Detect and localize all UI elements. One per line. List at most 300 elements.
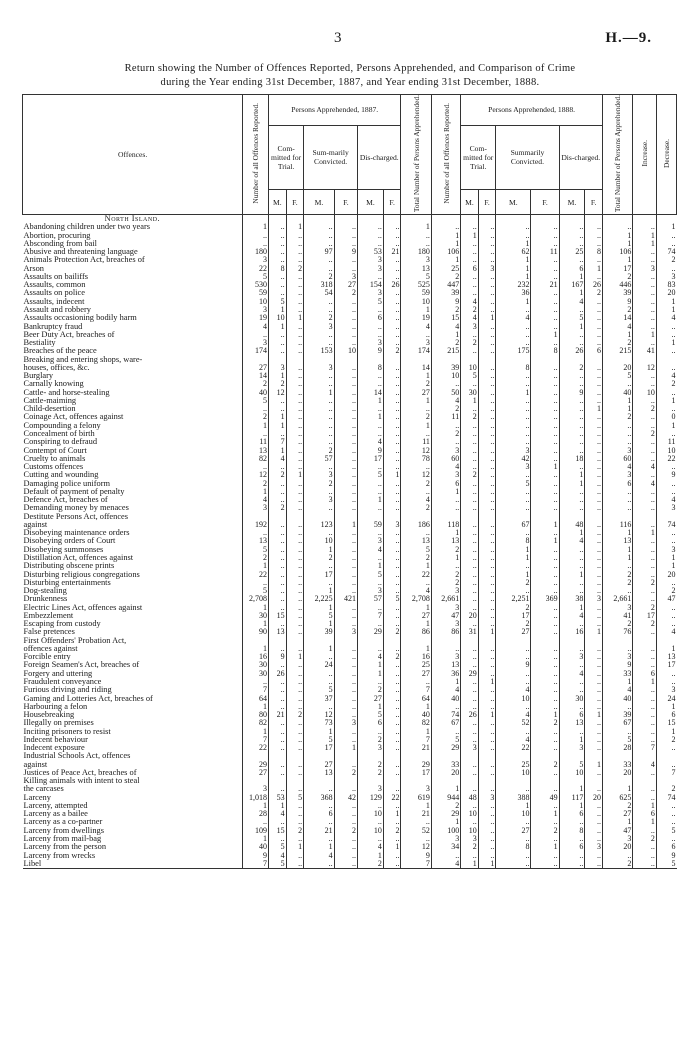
count-cell: 10 <box>358 810 384 818</box>
count-cell: 3 <box>401 256 431 264</box>
count-cell: .. <box>269 430 287 438</box>
count-cell: .. <box>269 397 287 405</box>
count-cell: 421 <box>334 595 357 603</box>
count-cell: 3 <box>269 364 287 372</box>
count-cell: .. <box>496 562 531 570</box>
count-cell: .. <box>304 265 334 273</box>
count-cell: 5 <box>559 314 585 322</box>
count-cell <box>633 513 656 521</box>
count-cell: .. <box>531 728 559 736</box>
count-cell: .. <box>478 728 496 736</box>
count-cell: .. <box>334 761 357 769</box>
count-cell: .. <box>383 323 401 331</box>
count-cell: .. <box>559 645 585 653</box>
table-row <box>23 645 677 653</box>
count-cell: .. <box>656 389 676 397</box>
count-cell: .. <box>496 306 531 314</box>
count-cell: 3 <box>304 496 334 504</box>
count-cell: .. <box>286 323 304 331</box>
count-cell: 9 <box>559 389 585 397</box>
count-cell: .. <box>334 810 357 818</box>
count-cell: .. <box>496 835 531 843</box>
count-cell: .. <box>496 471 531 479</box>
count-cell: 3 <box>401 339 431 347</box>
count-cell: 13 <box>656 653 676 661</box>
count-cell: 2 <box>383 827 401 835</box>
count-cell: .. <box>602 852 632 860</box>
count-cell: 34 <box>431 843 460 851</box>
count-cell: .. <box>531 397 559 405</box>
count-cell: 1 <box>478 678 496 686</box>
count-cell: .. <box>358 223 384 231</box>
count-cell: .. <box>431 504 460 512</box>
count-cell: .. <box>461 488 479 496</box>
count-cell: .. <box>334 397 357 405</box>
count-cell: .. <box>478 521 496 529</box>
count-cell: 2 <box>431 546 460 554</box>
count-cell: .. <box>269 587 287 595</box>
count-cell: .. <box>461 422 479 430</box>
count-cell: .. <box>358 504 384 512</box>
count-cell: .. <box>496 703 531 711</box>
count-cell: .. <box>358 529 384 537</box>
count-cell: 22 <box>243 571 269 579</box>
count-cell: 4 <box>633 463 656 471</box>
count-cell: .. <box>585 389 603 397</box>
count-cell: .. <box>269 719 287 727</box>
count-cell: 25 <box>496 761 531 769</box>
count-cell: .. <box>585 653 603 661</box>
count-cell: 13 <box>243 447 269 455</box>
count-cell: 20 <box>431 769 460 777</box>
count-cell: .. <box>334 265 357 273</box>
count-cell: 4 <box>602 686 632 694</box>
count-cell: .. <box>461 571 479 579</box>
count-cell: 9 <box>243 852 269 860</box>
count-cell: 106 <box>431 248 460 256</box>
count-cell: .. <box>334 852 357 860</box>
offence-name: Indecent behaviour <box>23 735 88 744</box>
count-cell: .. <box>478 504 496 512</box>
count-cell: 6 <box>559 843 585 851</box>
count-cell: 2 <box>431 430 460 438</box>
count-cell: .. <box>461 256 479 264</box>
count-cell: .. <box>585 554 603 562</box>
count-cell: 1 <box>633 232 656 240</box>
count-cell: .. <box>269 579 287 587</box>
count-cell: 4 <box>358 653 384 661</box>
count-cell: .. <box>334 661 357 669</box>
count-cell: 1 <box>304 728 334 736</box>
count-cell: 1 <box>559 480 585 488</box>
count-cell: .. <box>633 728 656 736</box>
count-cell: .. <box>269 703 287 711</box>
count-cell: 3 <box>496 447 531 455</box>
count-cell: 20 <box>602 364 632 372</box>
count-cell: .. <box>531 670 559 678</box>
count-cell: .. <box>478 289 496 297</box>
count-cell: 388 <box>496 794 531 802</box>
count-cell: 3 <box>243 785 269 793</box>
count-cell: .. <box>478 496 496 504</box>
count-cell: .. <box>286 447 304 455</box>
count-cell: .. <box>461 686 479 694</box>
count-cell: 174 <box>401 347 431 355</box>
count-cell <box>585 777 603 785</box>
count-cell: 2 <box>602 860 632 869</box>
count-cell: .. <box>531 372 559 380</box>
count-cell: 39 <box>431 364 460 372</box>
count-cell: .. <box>496 785 531 793</box>
table-row <box>23 380 677 388</box>
count-cell: 1 <box>585 405 603 413</box>
count-cell: .. <box>334 323 357 331</box>
count-cell: 40 <box>243 843 269 851</box>
count-cell: 2 <box>269 380 287 388</box>
count-cell: .. <box>633 554 656 562</box>
count-cell: .. <box>304 562 334 570</box>
count-cell: 2 <box>656 587 676 595</box>
count-cell: 1 <box>431 232 460 240</box>
count-cell: 4 <box>269 852 287 860</box>
count-cell: .. <box>334 256 357 264</box>
count-cell: .. <box>461 728 479 736</box>
count-cell: .. <box>602 496 632 504</box>
count-cell: 9 <box>401 852 431 860</box>
count-cell: 1 <box>304 604 334 612</box>
count-cell: .. <box>269 223 287 231</box>
count-cell: 2 <box>358 686 384 694</box>
count-cell: .. <box>496 339 531 347</box>
count-cell: 2 <box>496 620 531 628</box>
count-cell: .. <box>358 323 384 331</box>
count-cell: 6 <box>633 670 656 678</box>
count-cell: 1 <box>633 240 656 248</box>
count-cell: .. <box>585 835 603 843</box>
count-cell: .. <box>478 240 496 248</box>
count-cell: 1 <box>431 818 460 826</box>
count-cell: .. <box>383 331 401 339</box>
count-cell: 12 <box>401 447 431 455</box>
count-cell: .. <box>358 380 384 388</box>
count-cell: .. <box>383 380 401 388</box>
offence-name: Compounding a felony <box>23 421 101 430</box>
count-cell: .. <box>431 645 460 653</box>
count-cell: .. <box>269 554 287 562</box>
offence-name: Abortion, procuring <box>23 231 91 240</box>
count-cell: .. <box>461 521 479 529</box>
table-row <box>23 513 677 521</box>
count-cell: 1 <box>269 306 287 314</box>
count-cell <box>383 513 401 521</box>
count-cell: .. <box>602 504 632 512</box>
count-cell: 10 <box>496 810 531 818</box>
count-cell: 10 <box>269 314 287 322</box>
count-cell: 5 <box>401 546 431 554</box>
count-cell: .. <box>531 422 559 430</box>
count-cell: .. <box>585 331 603 339</box>
count-cell: .. <box>633 488 656 496</box>
count-cell: .. <box>334 413 357 421</box>
count-cell: 4 <box>269 810 287 818</box>
count-cell: 1 <box>304 843 334 851</box>
count-cell <box>269 752 287 760</box>
count-cell: 2,661 <box>602 595 632 603</box>
count-cell: .. <box>461 802 479 810</box>
count-cell <box>531 637 559 645</box>
section-title: North Island. <box>104 214 161 224</box>
table-row <box>23 463 677 471</box>
count-cell: .. <box>304 422 334 430</box>
count-cell: 9 <box>334 248 357 256</box>
count-cell: 1 <box>531 711 559 719</box>
table-row <box>23 653 677 661</box>
count-cell: 1 <box>334 521 357 529</box>
count-cell: 30 <box>461 389 479 397</box>
count-cell: .. <box>559 579 585 587</box>
offence-name: Default of payment of penalty <box>23 487 125 496</box>
count-cell: .. <box>286 546 304 554</box>
count-cell: .. <box>383 695 401 703</box>
count-cell: .. <box>478 331 496 339</box>
count-cell <box>478 752 496 760</box>
count-cell: .. <box>585 562 603 570</box>
count-cell: 1 <box>602 256 632 264</box>
count-cell: 1 <box>431 240 460 248</box>
count-cell: .. <box>585 496 603 504</box>
count-cell: 3 <box>478 265 496 273</box>
count-cell: .. <box>633 686 656 694</box>
count-cell: .. <box>304 504 334 512</box>
count-cell: 1 <box>286 223 304 231</box>
count-cell: .. <box>286 703 304 711</box>
count-cell: 6 <box>559 265 585 273</box>
count-cell: .. <box>478 488 496 496</box>
count-cell: 49 <box>531 794 559 802</box>
count-cell: .. <box>531 471 559 479</box>
table-row <box>23 744 677 752</box>
count-cell: .. <box>304 785 334 793</box>
count-cell <box>633 777 656 785</box>
count-cell: 3 <box>559 653 585 661</box>
count-cell: 52 <box>496 719 531 727</box>
count-cell: 4 <box>401 496 431 504</box>
count-cell: .. <box>585 306 603 314</box>
count-cell: .. <box>496 422 531 430</box>
count-cell: .. <box>531 802 559 810</box>
count-cell: .. <box>461 273 479 281</box>
count-cell: 4 <box>656 314 676 322</box>
count-cell: .. <box>383 645 401 653</box>
count-cell: 76 <box>602 628 632 636</box>
count-cell: 1 <box>656 397 676 405</box>
count-cell: .. <box>478 571 496 579</box>
count-cell: 39 <box>602 711 632 719</box>
count-cell <box>602 777 632 785</box>
count-cell: 13 <box>401 537 431 545</box>
total-1887-header: Total Number of Persons Apprehended. <box>401 95 431 215</box>
count-cell: 6 <box>358 719 384 727</box>
count-cell: .. <box>383 496 401 504</box>
count-cell: .. <box>358 480 384 488</box>
count-cell <box>286 513 304 521</box>
count-cell: .. <box>383 537 401 545</box>
count-cell: .. <box>531 703 559 711</box>
count-cell: .. <box>559 430 585 438</box>
count-cell: .. <box>478 281 496 289</box>
count-cell: .. <box>269 256 287 264</box>
count-cell: 4 <box>559 612 585 620</box>
offence-name: Furious driving and riding <box>23 686 112 695</box>
count-cell: 33 <box>431 761 460 769</box>
count-cell: .. <box>243 463 269 471</box>
apprehended-1887-header: Persons Apprehended, 1887. <box>269 95 401 126</box>
count-cell: .. <box>461 289 479 297</box>
count-cell: 30 <box>243 670 269 678</box>
count-cell: 33 <box>602 761 632 769</box>
count-cell: .. <box>401 529 431 537</box>
count-cell: .. <box>334 612 357 620</box>
count-cell: 1 <box>269 323 287 331</box>
count-cell: .. <box>269 289 287 297</box>
count-cell: .. <box>633 504 656 512</box>
count-cell: .. <box>559 331 585 339</box>
count-cell: .. <box>461 595 479 603</box>
count-cell: 1 <box>633 802 656 810</box>
count-cell: 17 <box>304 744 334 752</box>
count-cell: 2 <box>585 289 603 297</box>
table-row <box>23 752 677 760</box>
count-cell: .. <box>531 405 559 413</box>
count-cell: 1 <box>656 298 676 306</box>
offence-name: against <box>23 760 48 769</box>
count-cell: .. <box>585 223 603 231</box>
count-cell: 7 <box>401 736 431 744</box>
count-cell: .. <box>334 711 357 719</box>
table-row <box>23 562 677 570</box>
count-cell: 6 <box>461 265 479 273</box>
count-cell: 2 <box>461 413 479 421</box>
count-cell: .. <box>383 719 401 727</box>
count-cell: .. <box>559 703 585 711</box>
count-cell: 2 <box>401 480 431 488</box>
count-cell: .. <box>461 447 479 455</box>
count-cell: 1 <box>334 744 357 752</box>
count-cell: 3 <box>334 628 357 636</box>
table-body <box>23 215 677 869</box>
table-row <box>23 728 677 736</box>
count-cell: 2 <box>656 256 676 264</box>
count-cell: .. <box>383 306 401 314</box>
count-cell: .. <box>286 678 304 686</box>
count-cell: .. <box>633 256 656 264</box>
count-cell: .. <box>531 604 559 612</box>
count-cell: .. <box>496 678 531 686</box>
count-cell: .. <box>461 240 479 248</box>
offence-name: Cattle-maiming <box>23 396 77 405</box>
count-cell: 2 <box>656 785 676 793</box>
table-row <box>23 413 677 421</box>
count-cell: 1 <box>559 289 585 297</box>
count-cell: 1 <box>401 223 431 231</box>
count-cell: .. <box>358 835 384 843</box>
count-cell: .. <box>656 331 676 339</box>
count-cell: 22 <box>496 744 531 752</box>
count-cell: .. <box>334 818 357 826</box>
count-cell: .. <box>401 835 431 843</box>
count-cell: 100 <box>431 827 460 835</box>
count-cell: 2 <box>334 769 357 777</box>
offence-name: Larceny <box>23 793 51 802</box>
count-cell: 2 <box>334 289 357 297</box>
count-cell: 2 <box>243 480 269 488</box>
count-cell: .. <box>585 323 603 331</box>
count-cell: 1 <box>243 488 269 496</box>
count-cell: 26 <box>559 347 585 355</box>
count-cell: .. <box>633 471 656 479</box>
count-cell: 1 <box>531 537 559 545</box>
count-cell: 3 <box>585 595 603 603</box>
count-cell: 1 <box>531 810 559 818</box>
count-cell: 11 <box>401 438 431 446</box>
count-cell: .. <box>531 273 559 281</box>
table-row <box>23 777 677 785</box>
count-cell: 1 <box>243 703 269 711</box>
count-cell: .. <box>478 298 496 306</box>
count-cell <box>496 752 531 760</box>
count-cell: .. <box>531 612 559 620</box>
count-cell: 447 <box>431 281 460 289</box>
table-row <box>23 529 677 537</box>
count-cell: .. <box>602 380 632 388</box>
count-cell: .. <box>383 447 401 455</box>
count-cell: .. <box>243 240 269 248</box>
count-cell: 3 <box>243 504 269 512</box>
table-row <box>23 339 677 347</box>
count-cell: 4 <box>304 852 334 860</box>
count-cell: 1 <box>478 711 496 719</box>
count-cell: 27 <box>358 695 384 703</box>
count-cell: .. <box>401 678 431 686</box>
count-cell: .. <box>633 397 656 405</box>
count-cell: .. <box>656 678 676 686</box>
count-cell: .. <box>496 397 531 405</box>
count-cell: 3 <box>431 653 460 661</box>
summarily-1888-header: Summarily Convicted. <box>496 125 559 189</box>
count-cell: .. <box>633 521 656 529</box>
count-cell: .. <box>656 265 676 273</box>
count-cell: .. <box>286 645 304 653</box>
count-cell: .. <box>656 364 676 372</box>
count-cell: .. <box>478 843 496 851</box>
count-cell: 36 <box>431 670 460 678</box>
count-cell: 174 <box>243 347 269 355</box>
count-cell: .. <box>478 579 496 587</box>
offence-name: Larceny from dwellings <box>23 826 104 835</box>
count-cell: .. <box>478 802 496 810</box>
count-cell: 186 <box>401 521 431 529</box>
count-cell: .. <box>334 488 357 496</box>
count-cell: .. <box>334 802 357 810</box>
count-cell: 5 <box>602 372 632 380</box>
count-cell: .. <box>286 504 304 512</box>
count-cell: 175 <box>496 347 531 355</box>
table-row <box>23 678 677 686</box>
count-cell: 1 <box>286 653 304 661</box>
count-cell: 2 <box>531 761 559 769</box>
count-cell: 4 <box>602 463 632 471</box>
count-cell: .. <box>304 306 334 314</box>
